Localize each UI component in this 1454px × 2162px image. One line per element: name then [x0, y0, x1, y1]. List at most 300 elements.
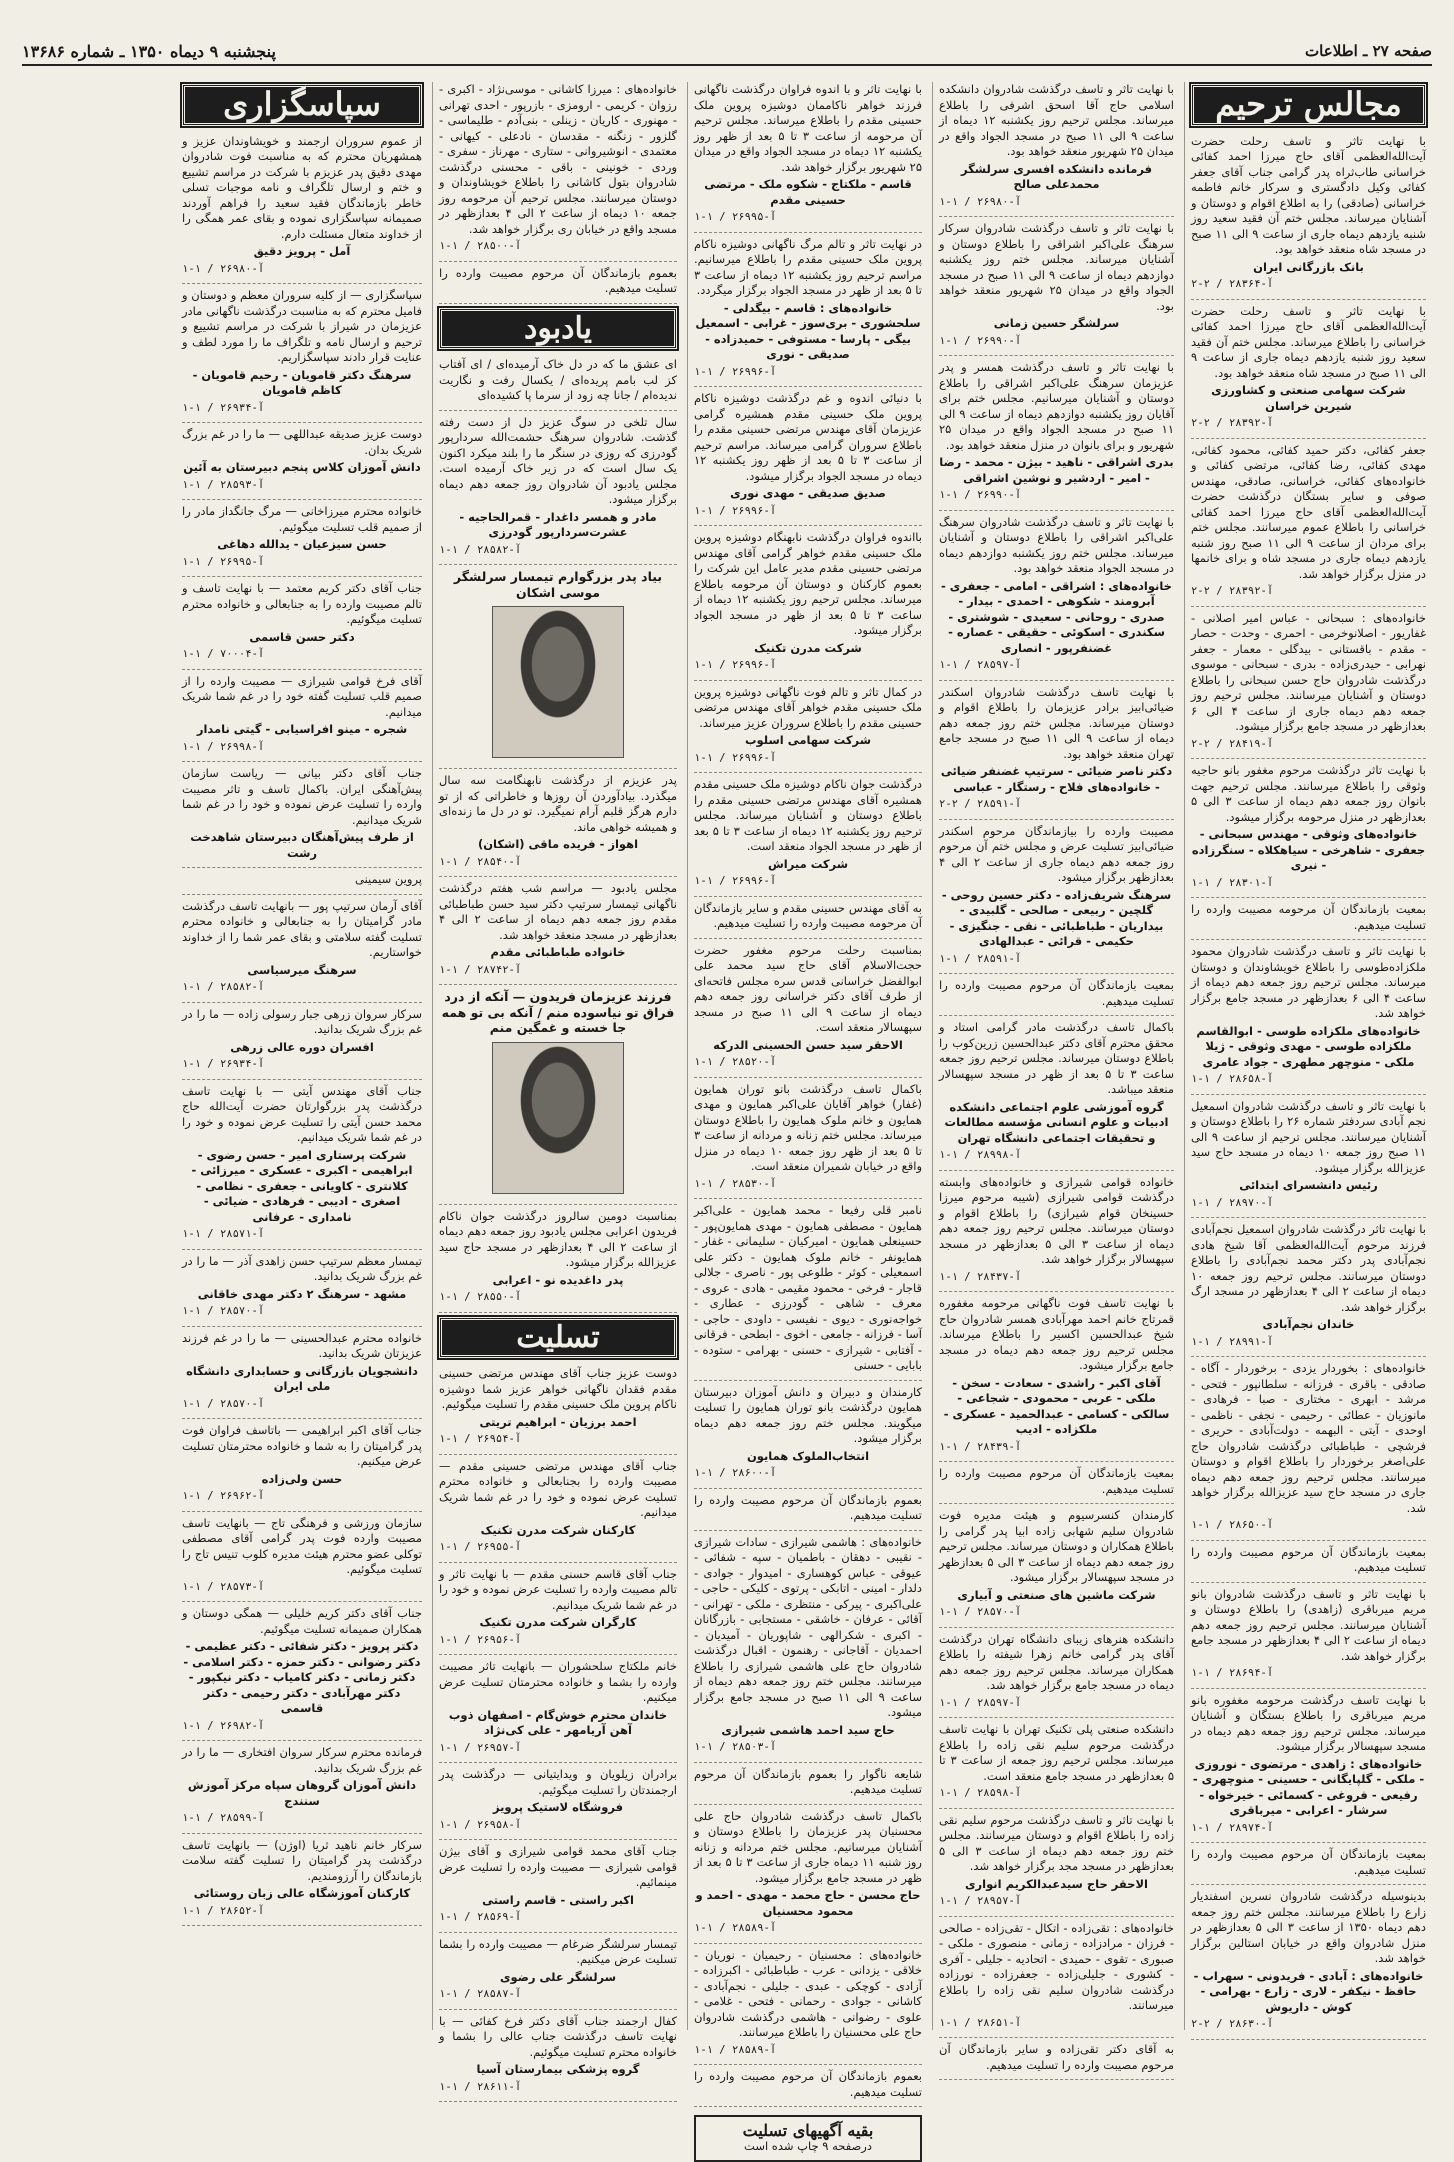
notice-item — [1191, 1847, 1426, 1885]
notice-code: ۲-۲ / آ-۲۸۳۹۲ — [1191, 585, 1274, 597]
notice-item — [939, 1921, 1174, 2039]
notice-item — [439, 82, 677, 262]
notice-code: ۱-۱ / آ-۲۶۹۸۰ — [939, 195, 1022, 208]
notice-text: خانواده‌های : هاشمی شیرازی - سادات شیرازی - نقیبی - دهقان - باطمیان - سپه - شفائی - عیوقی - عباس کوهساری - امیدوار - جوادی - دلدار - امینی - اتابکی - پرتوی - کلیکی - حاجی - علی‌اکبری - پیرکی - منتظری - ملکی - تهرانی - آقائی - عرفان - خاشقی - مستجابی - بازرگانان - اکبری - شکرالهی - شاپوریان - آمیدیان - احمدیان - آقاجانی - رهنمون - اقبال درگذشت شادروان حاج علی هاشمی شیرازی را باطلاع میرسانند. مجلس ختم روز جمعه دهم دیماه از ساعت ۹ الی ۱۱ صبح در مسجد جامع برگزار میشود. — [694, 1534, 922, 1719]
notice-text: بمعیت بازماندگان آن مرحوم مصیبت وارده را تسلیت میدهیم. — [1191, 1544, 1426, 1574]
notice-text: بمناسبت دومین سالروز درگذشت جوان ناکام فریدون اعرابی مجلس یادبود روز جمعه دهم دیماه از ساعت ۲ الی ۴ بعدازظهر در مسجد حاج سید عزیزالله برگزار میشود. — [439, 1208, 677, 1269]
notice-code: ۱-۱ / آ-۲۶۹۸۰ — [182, 262, 265, 275]
notice-text: کفال ارجمند جناب آقای دکتر فرخ کفائی — با نهایت تاسف درگذشت جناب عالی را بشما و خانواده محترم تسلیت میگوئیم. — [439, 2013, 677, 2059]
notice-signature: خانواده‌های : اشراقی - امامی - جعفری - آبرومند - شکوهی - احمدی - بیدار - صدری - روحانی - سعیدی - شوشتری - سکندری - اسکوئی - حقیقی - عصاره - غضنفرپور - انصاری — [941, 578, 1172, 655]
notice-text: خانواده قوامی شیرازی و خانواده‌های وابسته درگذشت قوامی شیرازی (شیبه مرحوم میرزا حسینخان قوام شیرازی) را باطلاع اقوام و دوستان میرسانند. مجلس ترحیم روز جمعه دهم دیماه از ساعت ۳ الی ۵ بعدازظهر در مسجد سپهسالار برگزار خواهد شد. — [939, 1174, 1174, 1266]
continued-subtitle: درصفحه ۹ چاپ شده است — [744, 2138, 872, 2153]
notice-code: ۱-۱ / آ-۲۸۵۹۷ — [939, 659, 1022, 671]
notice-text: شایعه ناگوار را بعموم بازماندگان آن مرحوم تسلیت میدهیم. — [694, 1766, 922, 1796]
notice-text: دانشکده هنرهای زیبای دانشگاه تهران درگذشت آقای پدر گرامی خانم زهرا شیفته را باطلاع همکاران میرساند. مجلس ترحیم روز جمعه دهم دیماه در مسجد جامع برگزار خواهد شد. — [939, 1631, 1174, 1692]
notice-item — [182, 504, 422, 577]
notice-item — [182, 581, 422, 670]
notice-item — [439, 773, 677, 877]
notice-text: در نهایت تاثر و تالم مرگ ناگهانی دوشیزه ناکام پروین ملک حسینی مقدم را باطلاع میرسانیم. مراسم ترحیم روز یکشنبه ۱۲ دیماه از ساعت ۳ تا ۵ بعد از ظهر در مسجد الجواد برگزار میگردد. — [694, 236, 922, 297]
notice-item — [182, 288, 422, 423]
notice-item — [1191, 944, 1426, 1095]
notice-code: ۱-۱ / آ-۲۸۵۸۷ — [439, 1988, 522, 2000]
notice-text: بمعیت بازماندگان آن مرحوم مصیبت وارده را تسلیت میدهیم. — [939, 1466, 1174, 1496]
column-3 — [687, 82, 923, 2153]
notice-text: تیمسار معظم سرتیپ حسن زاهدی آذر — ما را در غم بزرگ شریک بدانید. — [182, 1253, 422, 1283]
notice-code: ۱-۱ / آ-۲۸۵۷۰ — [182, 1397, 265, 1410]
notice-signature: سرلشگر علی رضوی — [500, 1969, 616, 1984]
notice-item — [694, 1203, 922, 1381]
heading-tasliyat: تسلیت — [439, 1317, 677, 1359]
notice-text: با نهایت تاثر و تاسف درگذشت شادروان اسمعیل نجم آبادی سردفتر شماره ۲۶ را باطلاع دوستان و آشنایان میرسانند. مجلس ترحیم از ساعت ۹ الی ۱۱ صبح روز جمعه ۱۰ دیماه در مسجد حاج سید عزیزالله برگزار میشود. — [1191, 1098, 1426, 1175]
notice-item — [694, 1385, 922, 1489]
notice-item — [694, 1493, 922, 1531]
notice-item — [182, 872, 422, 895]
notice-item — [439, 569, 677, 769]
notice-signature: کارکنان شرکت مدرن تکنیک — [480, 1522, 636, 1537]
notice-signature: الاحقر سید حسن الحسینی الدرکه — [713, 1037, 903, 1052]
notice-code: ۱-۱ / آ-۲۸۶۱۱ — [439, 2080, 522, 2093]
notice-code: ۱-۱ / آ-۲۸۵۹۷ — [939, 1696, 1022, 1709]
notice-code: ۱-۱ / آ-۲۶۹۹۰ — [939, 334, 1022, 347]
notice-list — [694, 82, 922, 2107]
notice-code: ۱-۱ / آ-۲۸۷۴۲ — [439, 963, 522, 976]
notice-item — [439, 1767, 677, 1840]
notice-item — [439, 1937, 677, 2010]
notice-text: دانشکده صنعتی پلی تکنیک تهران با نهایت تاسف درگذشت مرحوم سلیم نقی زاده را باطلاع میرساند. مجلس ترحیم روز جمعه از ساعت ۳ تا ۵ بعدازظهر در مسجد جامع منعقد است. — [939, 1722, 1174, 1783]
notice-signature: دانش آموزان کلاس پنجم دبیرستان به آئین — [183, 460, 421, 474]
notice-signature: کارکنان آموزشگاه عالی زبان روستائی — [193, 1886, 411, 1900]
notice-text: خانواده‌های : میرزا کاشانی - موسی‌نژاد - اکبری - رزوان - کریمی - ارومزی - بازرپور - احدی تهرانی - مهنوری - کاریان - زینلی - بنی‌آدم - طلیماسی - گلزور - زنگنه - مقدسان - نادعلی - کیهانی - معتمدی - انوشیروانی - ستاری - مهرناز - سفری - وردی - خونینی - باقی - محسنی درگذشت شادروان بتول کاشانی را باطلاع خویشاوندان و دوستان میرسانند. مجلس ترحیم آن مرحومه روز جمعه ۱۰ دیماه از ساعت ۲ الی ۴ بعدازظهر در مسجد واقع در خیابان ری برگزار خواهد شد. — [439, 82, 677, 236]
notice-text: جعفر کفائی، دکتر حمید کفائی، محمود کفائی، مهدی کفائی، رضا کفائی، مرتضی کفائی و خانواده‌های کفائی، خراسانی، صادقی، مهندس صوفی و سایر بستگان درگذشت حضرت آیت‌الله‌العظمی آقای حاج میرزا احمد کفائی خراسانی را باطلاع عموم میرسانند. مجلس ختم برای مردان از ساعت ۹ الی ۱۱ صبح روز شنبه یازدهم دیماه جاری در مسجد شاه و برای خانمها در منزل برگزار خواهد شد. — [1191, 442, 1426, 581]
notice-item — [939, 221, 1174, 356]
notice-signature: مشهد - سرهنگ ۲ دکتر مهدی خاقانی — [197, 1286, 407, 1301]
notice-text: با نهایت تاثر و تاسف درگذشت مرحوم سلیم نقی زاده را باطلاع اقوام و دوستان میرسانند. مجلس ختم روز جمعه دهم دیماه از ساعت ۳ الی ۵ بعدازظهر در مسجد مجد برگزار خواهد شد. — [939, 1812, 1174, 1873]
notice-list — [182, 134, 422, 1927]
portrait-photo — [492, 606, 624, 758]
notice-title: فرزند عزیزمان فریدون — آنکه از درد فراق تو نیاسوده منم / آنکه بی تو همه جا خسته و غمگین منم — [441, 989, 675, 1035]
notice-text: بعموم بازماندگان آن مرحوم مصیبت وارده را تسلیت میدهیم. — [694, 2069, 922, 2099]
notice-signature: پدر داغدیده نو - اعرابی — [492, 1272, 624, 1287]
notice-item — [939, 515, 1174, 681]
column-2 — [932, 82, 1175, 2072]
notice-text: با نهایت تاثر و تاسف درگذشت همسر و پدر عزیزمان سرهنگ علی‌اکبر اشراقی را باطلاع دوستان و آشنایان میرسانیم. مجلس ختم برای آقایان روز یکشنبه دوازدهم دیماه از ساعت ۹ الی ۱۱ صبح در مسجد الجواد واقع در میدان ۲۵ شهریور و برای بانوان در منزل منعقد خواهد بود. — [939, 360, 1174, 452]
notice-text: پروین سیمینی — [355, 872, 422, 886]
notice-item — [939, 82, 1174, 217]
notice-item — [939, 978, 1174, 1016]
notice-signature: شرکت سهامی صنعتی و کشاورزی شیرین خراسان — [1211, 383, 1406, 413]
notice-code: ۱-۱ / آ-۲۸۵۰۰ — [439, 240, 522, 252]
column-5 — [176, 82, 422, 2030]
notice-item — [439, 266, 677, 304]
column-1 — [1184, 82, 1426, 2030]
notice-item — [1191, 1361, 1426, 1541]
notice-item — [1191, 304, 1426, 439]
notice-signature: دانش آموزان گروهان سپاه مرکز آموزش سنندج — [187, 1778, 417, 1808]
notice-text: با نهایت تاثر درگذشت شادروان اسمعیل نجم‌آبادی فرزند مرحوم آیت‌الله‌العظمی آقا شیخ هادی نجم‌آبادی پدر دکتر محمد نجم‌آبادی را باطلاع دوستان میرسانند. مجلس ترحیم روز جمعه ۱۰ دیماه از ساعت ۲ الی ۴ بعدازظهر در مسجد ارگ برگزار خواهد شد. — [1190, 1222, 1426, 1314]
notice-code: ۱-۱ / آ-۲۸۵۴۰ — [439, 855, 522, 868]
notice-text: با نهایت تاثر و تاسف درگذشت شادروان بانو مریم میرباقری (زاهدی) را باطلاع دوستان و آشنایان میرسانند. مجلس ترحیم روز جمعه دهم دیماه از ساعت ۲ الی ۴ بعدازظهر در مسجد جامع برگزار خواهد شد. — [1191, 1586, 1426, 1663]
notice-signature: الاحقر حاج سیدعبدالکریم انواری — [965, 1876, 1148, 1891]
notice-text: جناب آقای قاسم حسنی مقدم — با نهایت تاثر و تالم مصیبت وارده را تسلیت عرض نموده و خود را در غم شما شریک میدانیم. — [439, 1566, 677, 1612]
notice-text: باکمال تاسف درگذشت شادروان حاج علی محسنیان پدر عزیزمان را باطلاع دوستان و آشنایان میرسانیم. مجلس ختم مردانه و زنانه روز شنبه ۱۱ دیماه جاری از ساعت ۳ تا ۵ بعد از ظهر در مسجد جامع برگزار میشود. — [694, 1808, 922, 1885]
notice-text: با نهایت تاسف درگذشت شادروان اسکندر ضیائی‌ابیز برادر عزیزمان را باطلاع اقوام و دوستان میرساند. مجلس ختم روز جمعه دهم دیماه از ساعت ۹ الی ۱۱ صبح در مسجد جامع تهران منعقد خواهد بود. — [939, 684, 1174, 761]
notice-item — [439, 357, 677, 411]
notice-text: خانواده محترم عبدالحسینی — ما را در غم فرزند عزیزتان شریک بدانید. — [182, 1330, 422, 1360]
notice-item — [182, 766, 422, 868]
notice-list — [939, 82, 1174, 2080]
notice-item — [694, 685, 922, 774]
notice-signature: شجره - مینو افراسیابی - گیتی نامدار — [196, 722, 408, 736]
notice-item — [939, 360, 1174, 511]
notice-item — [439, 1844, 677, 1933]
continued-notice-box — [694, 2115, 922, 2162]
notice-item — [1191, 763, 1426, 898]
notice-code: ۱-۱ / آ-۲۶۹۳۴ — [182, 401, 265, 414]
notice-item — [694, 1535, 922, 1763]
notice-item — [694, 82, 922, 233]
issue-date: پنجشنبه ۹ دیماه ۱۳۵۰ ـ شماره ۱۳۶۸۶ — [22, 41, 276, 61]
notice-signature: شرکت سهامی اسلوب — [744, 733, 872, 747]
notice-text: بعموم بازماندگان آن مرحوم مصیبت وارده را تسلیت میدهیم. — [694, 1492, 922, 1522]
notice-text: جناب آقای محمد قوامی شیرازی و آقای بیژن قوامی شیرازی — مصیبت وارده را تسلیت عرض مینمائیم. — [439, 1844, 677, 1889]
notice-signature: سرهنگ شریف‌زاده - دکتر حسین روحی - گلچین - ربیعی - صالحی - گلبیدی - بیداریان - طباطبائی - نقی - جنگیزی - حکیمی - قرائی - عبدالهادی — [941, 887, 1172, 948]
notice-text: خانواده‌های : بخوردار یزدی - برخوردار - آگاه - صادقی - باقری - فرزانه - سلطانپور - فتحی - مرشد - ابهری - مختاری - صبا - فرهادی - مانوزیان - عطائی - رحیمی - نجفی - ناظمی - اوحدی - آیتی - البهمه - دولت‌آبادی - حریری - فرشچی - طباطبائی درگذشت شادروان حاج علی‌اصغر برخوردار را باطلاع اقوام و دوستان میرسانند. مجلس ترحیم روز جمعه دهم دیماه جاری در مسجد حاج سید عزیزالله برگزار خواهد شد. — [1191, 1361, 1426, 1515]
notice-item — [182, 1423, 422, 1512]
notice-signature: بانک بازرگانی ایران — [1253, 259, 1364, 274]
notice-code: ۱-۱ / آ-۲۶۹۵۴ — [439, 1433, 522, 1445]
notice-text: کارمندان و دبیران و دانش آموزان دبیرستان همایون درگذشت بانو توران همایون را تسلیت میگویند. مجلس ختم روز جمعه دهم دیماه برگزار میشود. — [694, 1384, 922, 1445]
notice-signature: انتخاب‌الملوک همایون — [746, 1448, 870, 1463]
notice-text: با دنیائی اندوه و غم درگذشت دوشیزه ناکام پروین ملک حسینی مقدم همشیره گرامی عزیزمان آقای مهندس مرتضی حسینی مقدم را باطلاع سروران گرامی میرساند. مراسم ترحیم از ساعت ۳ تا ۵ بعد از ظهر روز یکشنبه ۱۲ دیماه در مسجد الجواد برگزار میشود. — [694, 391, 923, 483]
notice-title: بیاد پدر بزرگوارم تیمسار سرلشگر موسی اشکان — [453, 569, 663, 600]
notice-code: ۱-۱ / آ-۲۸۵۷۰ — [939, 1606, 1022, 1618]
notice-text: جناب آقای مهندس آیتی — با نهایت تاسف درگذشت پدر بزرگوارتان حضرت آیت‌الله حاج محمد حسن آیتی را تسلیت عرض نموده و خود را در غم شما شریک میدانیم. — [182, 1083, 422, 1144]
notice-code: ۱-۱ / آ-۲۸۵۸۹ — [694, 1922, 777, 1934]
notice-text: باکمال تاسف درگذشت بانو توران همایون (غفار) خواهر آقایان علی‌اکبر همایون و مهدی همایون و خانم ملوک همایون را باطلاع دوستان میرساند. مجلس ختم زنانه و مردانه از ساعت ۳ تا ۵ بعد از ظهر روز جمعه ۱۰ دیماه در منزل واقع در خیابان شمیران منعقد است. — [694, 1081, 922, 1173]
notice-item — [939, 1175, 1174, 1293]
heading-majles-tarhim: مجالس ترحیم — [1191, 84, 1426, 126]
notice-code: ۱-۱ / آ-۲۸۶۰۰ — [694, 1467, 777, 1479]
notice-item — [939, 1020, 1174, 1171]
notice-code: ۱-۱ / آ-۲۸۵۷۳ — [182, 1580, 265, 1593]
notice-signature: خاندان محترم خوش‌گام - اصفهان ذوب آهن آریامهر - علی کی‌نژاد — [448, 1707, 668, 1737]
notice-code: ۱-۱ / آ-۲۸۵۹۸ — [939, 1787, 1022, 1799]
notice-code: ۱-۱ / آ-۲۶۹۵۶ — [439, 1633, 522, 1646]
notice-code: ۱-۱ / آ-۲۸۵۵۰ — [439, 1291, 522, 1303]
notice-code: ۱-۱ / آ-۲۸۵۲۰ — [694, 1056, 777, 1068]
notice-signature: شرکت ماشین های صنعتی و آبیاری — [957, 1587, 1156, 1602]
notice-signature: خانواده‌های : زاهدی - مرتضوی - نوروزی - ملکی - گلپایگانی - حسینی - منوچهری - رفیعی - فروغی - کسمائی - خیرخواه - سرشار - اعرابی - میرباقری — [1192, 1756, 1425, 1817]
portrait-photo — [492, 1042, 624, 1194]
notice-item — [439, 1209, 677, 1313]
notice-text: با نهایت تاثر و تاسف درگذشت شادروان سرهنگ علی‌اکبر اشراقی را باطلاع دوستان و آشنایان میرساند. مجلس ختم روز یکشنبه دوازدهم دیماه در مسجد الجواد منعقد خواهد بود. — [939, 514, 1174, 575]
notice-code: ۱-۱ / آ-۲۶۹۸۲ — [182, 1719, 265, 1732]
notice-item — [1191, 443, 1426, 607]
notice-text: مصیبت وارده را بیازماندگان مرحوم اسکندر ضیائی‌ابیز تسلیت عرض و مجلس ختم آن مرحوم روز جمعه دهم دیماه جاری از ساعت ۲ الی ۴ بعدازظهر برگزار میشود. — [939, 823, 1174, 884]
notice-text: پدر عزیزم از درگذشت نابهنگامت سه سال میگذرد. بیادآوردن آن روزها و خاطراتی که از تو دارم هرگز قلبم آرام نمیگیرد. تو در دل ما زنده‌ای و همیشه خواهی ماند. — [439, 773, 677, 834]
notice-code: ۱-۱ / آ-۲۸۵۹۳ — [182, 478, 265, 491]
notice-code: ۱-۱ / آ-۲۸۶۵۱ — [939, 2016, 1022, 2029]
notice-item — [439, 1567, 677, 1656]
notice-item — [439, 1659, 677, 1763]
notice-code: ۱-۱ / آ-۲۸۵۹۱ — [939, 952, 1022, 965]
notice-signature: آقای اکبر - راشدی - سعادت - سخن - ملکی - عربی - محمودی - شجاعی - سالکی - کسامی - عبدالحمید - عسکری - ملکزاده - ادیب — [943, 1375, 1170, 1436]
notice-text: به آقای مهندس حسینی مقدم و سایر بازماندگان آن مرحومه مصیبت وارده را تسلیت میدهیم. — [694, 900, 922, 930]
notice-text: جناب آقای دکتر کریم خلیلی — همگی دوستان و همکاران صمیمانه تسلیت میگوئیم. — [182, 1606, 422, 1636]
notice-signature: حسن ولی‌زاده — [261, 1471, 343, 1486]
notice-signature: فرمانده دانشکده افسری سرلشگر محمدعلی صالح — [960, 161, 1153, 191]
notice-item — [694, 1809, 922, 1944]
notice-text: سازمان ورزشی و فرهنگی تاج — بانهایت تاسف مصیبت وارده فوت پدر گرامی آقای مصطفی توکلی عضو محترم هیئت مدیره کلوب تنیس تاج را تسلیت میگوئیم. — [182, 1515, 422, 1576]
notice-text: دوست عزیز جناب آقای مهندس مرتضی حسینی مقدم فقدان ناگهانی خواهر عزیز شما دوشیزه ناکام پروین ملک حسینی مقدم را تسلیت میگوئیم. — [439, 1366, 677, 1411]
notice-signature: اکبر راستی - قاسم راستی — [482, 1892, 634, 1907]
notice-text: در کمال تاثر و تالم فوت ناگهانی دوشیزه پروین ملک حسینی مقدم خواهر آقای مهندس مرتضی حسینی مقدم را باطلاع سروران عزیز میرساند. — [694, 684, 922, 730]
notice-list — [1191, 134, 1426, 2040]
notice-code: ۱-۱ / آ-۲۶۹۳۴ — [182, 1058, 265, 1070]
notice-item — [939, 1508, 1174, 1628]
notice-item — [694, 777, 922, 897]
notice-item — [1191, 611, 1426, 760]
notice-signature: شرکت میراش — [767, 856, 849, 871]
notice-code: ۱-۱ / آ-۲۸۴۳۹ — [939, 1440, 1022, 1453]
notice-item — [182, 899, 422, 1003]
columns — [34, 82, 1426, 2153]
notice-item — [694, 530, 922, 681]
notice-item — [182, 427, 422, 500]
notice-item — [1191, 1545, 1426, 1583]
notice-text: مجلس یادبود — مراسم شب هفتم درگذشت ناگهانی تیمسار سرتیپ دکتر سید حسن طباطبائی مقدم روز جمعه دهم دیماه از ساعت ۲ الی ۴ بعدازظهر در مسجد منعقد خواهد شد. — [439, 881, 677, 942]
notice-text: دوست عزیز صدیقه عبداللهی — ما را در غم بزرگ شریک بدان. — [182, 427, 422, 457]
notice-item — [939, 1722, 1174, 1809]
notice-item — [694, 1948, 922, 2066]
notice-text: جناب آقای دکتر بیانی — ریاست سازمان پیش‌آهنگی ایران. باکمال تاسف و تاثر مصیبت وارده را تسلیت عرض نموده و خود را در غم شما شریک میدانیم. — [182, 766, 422, 827]
notice-text: با نهایت تاثر و تاسف درگذشت شادروان سرکار سرهنگ علی‌اکبر اشراقی را باطلاع دوستان و آشنایان میرساند. مجلس ختم روز یکشنبه دوازدهم دیماه از ساعت ۹ الی ۱۱ صبح در مسجد الجواد واقع در میدان ۲۵ شهریور منعقد خواهد بود. — [939, 221, 1174, 313]
notice-item — [182, 1516, 422, 1603]
heading-yadbood: یادبود — [439, 308, 677, 350]
notice-item — [1191, 1222, 1426, 1357]
notice-code: ۱-۱ / آ-۲۸۶۵۲ — [182, 1904, 265, 1917]
notice-code: ۱-۱ / آ-۲۶۹۹۵ — [694, 211, 777, 223]
notice-signature: خانواده‌های وثوقی - مهندس سبحانی - جعفری - شاهرخی - سیاهکلاه - سنگرزاده - نیری — [1191, 827, 1426, 872]
notice-text: سرکار خانم ناهید ثریا (اوژن) — بانهایت تاسف درگذشت پدر گرامیتان را تسلیت گفته سلامت بازماندگان را آرزومندیم. — [182, 1837, 422, 1883]
notice-text: بمعیت بازماندگان آن مرحوم مصیبت وارده را تسلیت میدهیم. — [1191, 1847, 1426, 1877]
notice-code: ۲-۲ / آ-۲۸۳۹۲ — [1191, 417, 1274, 429]
notice-code: ۱-۱ / آ-۲۶۹۵۷ — [439, 1741, 522, 1754]
notice-item — [182, 1084, 422, 1250]
notice-text: خانواده محترم میرزاخانی — مرگ جانگداز مادر را از صمیم قلب تسلیت میگوئیم. — [182, 504, 422, 534]
notice-code: ۱-۱ / آ-۲۸۶۵۸ — [1191, 1073, 1274, 1085]
notice-signature: خانواده‌های ملکزاده طوسی - ابوالقاسم ملکزاده طوسی - مهدی وثوقی - ژیلا ملکی - منوچهر مطهری - جواد عامری — [1196, 1023, 1421, 1069]
notice-item — [694, 943, 922, 1078]
notice-signature: کارگران شرکت مدرن تکنیک — [479, 1615, 637, 1629]
notice-code: ۱-۱ / آ-۲۸۵۹۹ — [182, 1812, 265, 1824]
notice-text: با نهایت تاثر و تاسف رحلت حضرت آیت‌الله‌العظمی آقای حاج میرزا احمد کفائی خراسانی طاب‌ثراه پدر گرامی جناب آقای جعفر کفائی وکیل دادگستری و سرکار خانم فاطمه خراسانی (صادقی) را به اطلاع اقوام و دوستان و آشنایان میرساند. مجلس ختم آن فقید سعید روز شنبه یازدهم دیماه جاری از ساعت ۹ الی ۱۱ صبح در مسجد شاه منعقد خواهد بود. — [1191, 133, 1426, 256]
notice-item — [439, 989, 677, 1205]
notice-code: ۱-۱ / آ-۲۸۳۰۱ — [1191, 876, 1274, 889]
notice-item — [439, 2014, 677, 2103]
notice-text: بمعیت بازماندگان آن مرحوم مصیبت وارده را تسلیت میدهیم. — [939, 978, 1174, 1008]
notice-text: بعموم بازماندگان آن مرحوم مصیبت وارده را تسلیت میدهیم. — [439, 265, 677, 295]
notice-signature: بدری اشراقی - ناهید - بیژن - محمد - رضا - امیر - اردشیر و نوشین اشراقی — [939, 455, 1174, 485]
notice-signature: دکتر ناصر ضیائی - سرتیپ غضنفر ضیائی - خانواده‌های فلاح - رستگار - عباسی — [940, 764, 1173, 794]
notice-code: ۱-۱ / آ-۲۸۹۷۴ — [1191, 1821, 1274, 1834]
notice-signature: رئیس دانشسرای ابتدائی — [1239, 1178, 1378, 1192]
notice-text: خانواده‌های : تقی‌زاده - اتکال - تقی‌زاده - صالحی - فرزان - مرادزاده - زمانی - منصوری - ملکی - صبوری - تقوی - حمیدی - اتحادیه - جلیلی - آفری - کشوری - جلیلی‌زاده - جعفرزاده - نورزاده درگذشت شادروان سلیم نقی زاده را باطلاع میرسانند. — [939, 1920, 1174, 2012]
notice-signature: حسن سیزعیان - یدالله دهاغی — [217, 537, 387, 551]
notice-text: با نهایت تاثر و تاسف رحلت حضرت آیت‌الله‌العظمی آقای حاج میرزا احمد کفائی خراسانی را باطلاع میرساند. مجلس ختم آن فقید سعید روز شنبه یازدهم دیماه جاری از ساعت ۹ الی ۱۱ صبح در مسجد شاه منعقد خواهد بود. — [1191, 303, 1426, 380]
notice-item — [1191, 1587, 1426, 1689]
notice-text: با نهایت تاثر و تاسف درگذشت شادروان دانشکده اسلامی حاج آقا اسحق اشرفی را باطلاع میرساند. مجلس ترحیم روز یکشنبه ۱۲ دیماه از ساعت ۹ الی ۱۱ صبح در مسجد الجواد واقع در میدان ۲۵ شهریور منعقد خواهد بود. — [939, 82, 1175, 158]
notice-text: با نهایت تاثر و تاسف درگذشت شادروان محمود ملکزاده‌طوسی را باطلاع خویشاوندان و دوستان میرساند. مجلس ترحیم روز جمعه دهم دیماه از ساعت ۴ الی ۶ بعدازظهر در مسجد جامع برگزار خواهد شد. — [1191, 944, 1426, 1020]
notice-code: ۱-۱ / آ-۲۸۹۹۱ — [1191, 1335, 1274, 1348]
notice-item — [694, 1082, 922, 1200]
notice-item — [939, 2042, 1174, 2080]
notice-item — [439, 1459, 677, 1563]
notice-signature: سرلشگر حسین زمانی — [993, 316, 1120, 330]
notice-list-mid — [439, 357, 677, 1313]
heading-sepasgozari: سپاسگزاری — [182, 84, 422, 126]
notice-code: ۱-۱ / آ-۲۶۹۹۶ — [694, 365, 777, 378]
notice-item — [694, 1767, 922, 1805]
notice-text: با نهایت تاثر درگذشت مرحوم مغفور بانو حاجیه وثوقی را باطلاع میرسانند. مجلس ترحیم جهت بانوان روز جمعه دهم دیماه از ساعت ۳ الی ۵ بعدازظهر در منزل مرحومه برگزار میشود. — [1191, 763, 1426, 824]
notice-code: ۱-۱ / آ-۲۶۹۹۰ — [939, 489, 1022, 501]
notice-text: خانواده‌های : سبحانی - عباس امیر اصلانی - غفاریور - اصلانوخرمی - احمری - وحدت - حصار - مقدم - باقستانی - بیدگلی - معمار - جعفر نهرابی - حیدری‌زاده - بدری - سبحانی - موسوی درگذشت شادروان حاج حسن سبحانی را باطلاع دوستان و آشنایان میرسانند. مجلس ترحیم روز جمعه دهم دیماه جاری از ساعت ۴ الی ۶ بعدازظهر در مسجد جامع برگزار میشود. — [1191, 610, 1426, 733]
notice-signature: دانشجویان بازرگانی و حسابداری دانشگاه ملی ایران — [186, 1363, 418, 1393]
notice-signature: گروه پزشکی بیمارستان آسیا — [476, 2062, 640, 2076]
notice-item — [694, 901, 922, 939]
notice-text: سرکار سروان زرهی جبار رسولی زاده — ما را در غم بزرگ شریک بدانید. — [182, 1006, 422, 1036]
notice-item — [939, 1813, 1174, 1917]
notice-text: تیمسار سرلشگر ضرغام — مصیبت وارده را بشما تسلیت عرض میکنیم. — [439, 1936, 677, 1966]
column-4 — [432, 82, 677, 2093]
notice-item — [939, 824, 1174, 975]
notice-signature: اهواز - فریده ماقی (اشکان) — [477, 837, 639, 851]
notice-text: بمعیت بازماندگان آن مرحومه مصیبت وارده را تسلیت میدهیم. — [1191, 902, 1426, 932]
notice-text: کارمندان کنسرسیوم و هیئت مدیره فوت شادروان سلیم شهابی زاده ابیا پدر گرامی را باطلاع همکاران و دوستان میرساند. مجلس ترحیم روز جمعه دهم دیماه از ساعت ۳ الی ۵ بعدازظهر در مسجد سپهسالار برگزار میشود. — [939, 1508, 1174, 1584]
notice-signature: شرکت پرستاری امیر - حسن رضوی - ابراهیمی - اکبری - عسکری - میرزائی - کلانتری - کاویانی - جعفری - نظامی - اصغری - ادیبی - فرهادی - ضیائی - نامداری - عرفانی — [191, 1147, 413, 1224]
notice-signature: از طرف پیش‌آهنگان دبیرستان شاهدخت رشت — [190, 830, 414, 860]
notice-text: آقای فرخ قوامی شیرازی — مصیبت وارده را از صمیم قلب تسلیت گفته خود را در غم شما شریک میدانیم. — [182, 673, 422, 719]
notice-code: ۱-۱ / آ-۲۶۹۹۸ — [182, 740, 265, 753]
notice-code: ۱-۱ / آ-۲۶۹۹۶ — [694, 875, 777, 887]
notice-text: با نهایت تاثر و با اندوه فراوان درگذشت ناگهانی فرزند خواهر ناکاممان دوشیزه پروین ملک حسینی مقدم را باطلاع میرساند. مجلس ترحیم آن مرحومه از ساعت ۳ تا ۵ بعد از ظهر روز یکشنبه ۱۲ دیماه در مسجد الجواد واقع در میدان ۲۵ شهریور برگزار خواهد شد. — [694, 82, 923, 174]
notice-item — [439, 881, 677, 985]
notice-item — [1191, 902, 1426, 940]
continued-title: بقیه آگهیهای تسلیت — [742, 2121, 874, 2140]
notice-text: به آقای دکتر تقی‌زاده و سایر بازماندگان آن مرحوم مصیبت وارده را تسلیت میدهیم. — [939, 2042, 1174, 2072]
notice-signature: خانواده‌های : آبادی - فریدونی - سهراب - حافظ - نیکفر - لاری - زارع - بهرامی - کوش - داریوش — [1193, 1968, 1424, 2014]
notice-code: ۱-۱ / آ-۲۸۵۷۰ — [182, 1305, 265, 1317]
notice-item — [182, 1007, 422, 1080]
notice-code: ۱-۱ / آ-۲۸۵۸۹ — [694, 2043, 777, 2056]
notice-item — [694, 237, 922, 388]
notice-text: برادران زیلویان و ویدایتیانی — درگذشت پدر ارجمندتان را تسلیت میگوئیم. — [439, 1767, 677, 1797]
notice-text: بااندوه فراوان درگذشت نابهنگام دوشیزه پروین ملک حسینی مقدم خواهر گرامی آقای مهندس مرتضی حسینی مقدم مدیر عامل این شرکت را بعموم کارکنان و دوستان آن مرحومه باطلاع میرساند. مجلس ترحیم روز یکشنبه ۱۲ دیماه از ساعت ۳ تا ۵ بعد از ظهر در مسجد الجواد برگزار میشود. — [694, 530, 923, 637]
notice-text: سپاسگزاری — از کلیه سروران معظم و دوستان و فامیل محترم که به مناسبت درگذشت ناگهانی مادر عزیزمان در شیراز با شرکت در مراسم تشییع و ترحیم و ارسال نامه و تلگراف ما را مورد لطف و عنایت قرار دادند سپاسگزاریم. — [182, 288, 422, 364]
notice-list-top — [439, 82, 677, 304]
notice-item — [182, 134, 422, 285]
notice-code: ۱-۱ / آ-۲۸۹۹۸ — [939, 1149, 1022, 1161]
notice-code: ۱-۱ / آ-۲۸۵۷۱ — [182, 1228, 265, 1240]
notice-code: ۲-۲ / آ-۲۸۳۶۴ — [1191, 278, 1274, 290]
notice-code: ۱-۱ / آ-۲۸۵۸۲ — [182, 981, 265, 993]
notice-code: ۱-۱ / آ-۲۸۹۵۷ — [939, 1895, 1022, 1907]
notice-item — [439, 415, 677, 566]
notice-signature: احمد برزیان - ابراهیم تریتی — [479, 1414, 637, 1429]
notice-signature: گروه آموزشی علوم اجتماعی دانشکده ادبیات و علوم انسانی مؤسسه مطالعات و تحقیقات اجتماعی دانشگاه تهران — [944, 1099, 1169, 1145]
notice-code: ۱-۱ / آ-۲۶۹۹۶ — [694, 659, 777, 671]
notice-text: آقای آرمان سرتیپ پور — بانهایت تاسف درگذشت مادر گرامیتان را به جنابعالی و خانواده محترم تسلیت گفته سلامتی و بقای عمر شما را از خداوند خواستاریم. — [182, 898, 422, 959]
notice-signature: سرهنگ میرسیاسی — [247, 962, 357, 977]
notice-code: ۲-۲ / آ-۲۸۶۳۰ — [1191, 2018, 1274, 2030]
notice-code: ۱-۱ / آ-۲۶۹۹۶ — [694, 751, 777, 764]
notice-item — [694, 391, 922, 526]
notice-item — [439, 1366, 677, 1455]
notice-item — [182, 1838, 422, 1927]
notice-text: با نهایت تاسف فوت ناگهانی مرحومه مغفوره قمرتاج خانم احمد مهرآبادی همسر شادروان حاج شیخ عبدالحسین اکسیر را باطلاع میرساند. مجلس ترحیم روز جمعه دهم دیماه در مسجد جامع برگزار میشود. — [939, 1296, 1174, 1372]
notice-code: ۱-۱ / آ-۲۸۵۸۲ — [439, 543, 522, 556]
notice-text: سال تلخی در سوگ عزیز دل از دست رفته گذشت. شادروان سرهنگ حشمت‌الله سردارپور گودرزی که روزی در سنگر ما را بلند میکرد اکنون یک سال است که در زیر خاک آرمیده است. مجلس یادبود آن شادروان روز جمعه دهم دیماه برگزار میشود. — [439, 414, 677, 506]
notice-code: ۱-۱ / آ-۲۶۹۶۲ — [182, 1490, 265, 1502]
notice-item — [1191, 1693, 1426, 1844]
notice-text: خانواده‌های : محسنیان - رحیمیان - نوریان - خلاقی - یزدانی - عرب - طباطبائی - اکبرزاده - آزادی - کوچکی - عبدی - جلیلی - نجم‌آبادی - کاشانی - جوادی - رحمانی - فتحی - غلامی - علوی - رضوانی - هاشمی درگذشت شادروان حاج علی محسنیان را باطلاع میرسانند. — [694, 1947, 922, 2039]
notice-code: ۱-۱ / آ-۲۶۹۹۶ — [694, 504, 777, 517]
notice-text: بمناسبت رحلت مرحوم مغفور حضرت حجت‌الاسلام آقای حاج سید محمد علی ابوالفضل خراسانی قدس سره مجلس فاتحه‌ای از طرف آقای دکتر خراسانی روز جمعه دهم دیماه از ساعت ۹ الی ۱۱ صبح در مسجد سپهسالار منعقد است. — [694, 942, 922, 1034]
notice-item — [939, 1632, 1174, 1719]
notice-text: از عموم سروران ارجمند و خویشاوندان عزیز و همشهریان محترم که به مناسبت فوت شادروان مهدی دقیق پدر عزیزم با شرکت در مراسم تشییع و ختم و ارسال تلگراف و نامه موجبات تسلی خاطر بازماندگان فقید سعید را فراهم آوردند صمیمانه سپاسگزاری نموده و بقای عمر همگی را از خداوند متعال مسئلت دارم. — [182, 133, 422, 241]
notice-signature: خانواده طباطبائی مقدم — [490, 945, 626, 959]
notice-signature: خاندان نجم‌آبادی — [1262, 1317, 1355, 1331]
notice-item — [182, 674, 422, 763]
notice-code: ۱-۱ / آ-۲۸۹۷۰ — [1191, 1196, 1274, 1209]
notice-text: درگذشت جوان ناکام دوشیزه ملک حسینی مقدم همشیره آقای مهندس مرتضی حسینی مقدم را باطلاع دوستان و آشنایان میرساند. مجلس ترحیم روز یکشنبه ۱۲ دیماه از ساعت ۳ تا ۵ بعد از ظهر در مسجد الجواد منعقد است. — [694, 777, 922, 853]
notice-text: بدینوسیله درگذشت شادروان نسرین اسفندیار زارع را باطلاع میرسانند. مجلس ختم روز جمعه دهم دیماه ۱۳۵۰ از ساعت ۳ الی ۵ بعدازظهر در منزل شادروان واقع در خیابان استالین برگزار خواهد شد. — [1191, 1889, 1426, 1965]
notice-code: ۱-۱ / آ-۲۸۶۹۴ — [1191, 1667, 1274, 1679]
notice-item — [182, 1331, 422, 1420]
notice-code: ۱-۱ / آ-۲۶۹۵۵ — [439, 1541, 522, 1553]
notice-item — [1191, 1099, 1426, 1219]
notice-code: ۱-۱ / آ-۲۸۶۵۰ — [1191, 1519, 1274, 1531]
notice-item — [939, 685, 1174, 820]
notice-signature: دکتر حسن قاسمی — [249, 629, 355, 644]
notice-code: ۱-۱ / آ-۲۸۵۰۳ — [694, 1741, 777, 1753]
notice-text: نامبر قلی رفیعا - محمد همایون - علی‌اکبر همایون - مصطفی همایون - مهدی همایون‌پور - حسینعلی همایون - امیرکیان - سلیمانی - غفار - همایونفر - خانم ملوک همایون - دکتر علی اسمعیلی - کوثر - طلوعی پور - ناصری - جلالی قاجار - فرخی - محمود مقیمی - هادی - عروی - معرف - شاهی - گودرزی - عطاری - خواجه‌نوری - دیوی - نفیسی - داودی - حاجی - آسا - فرزانه - جامعی - اخوی - ابطحی - فرقانی - آفتابی - شیرازی - حسنی - بهرامی - ستوده - بابایی - حسنی — [694, 1203, 922, 1372]
notice-signature: صدیق صدیقی - مهدی نوری — [730, 486, 886, 500]
notice-code: ۲-۲ / آ-۲۸۴۱۹ — [1191, 737, 1274, 750]
notice-code: ۱-۱ / آ-۲۶۹۵۸ — [439, 1818, 522, 1831]
notice-signature: سرهنگ دکتر قامویان - رحیم قامویان - کاظم قامویان — [192, 367, 412, 397]
notice-signature: حاج محسن - حاج محمد - مهدی - احمد و محمود محسنیان — [695, 1888, 921, 1918]
notice-signature: مادر و همسر داغدار - قمرالحاجیه - عشرت‌سردارپور گودرزی — [459, 509, 657, 539]
notice-item — [939, 1466, 1174, 1504]
notice-item — [182, 1745, 422, 1834]
notice-text: با نهایت تاسف درگذشت مرحومه مغفوره بانو مریم میرباقری را باطلاع بستگان و آشنایان میرساند. مجلس ترحیم روز جمعه دهم دیماه در مسجد سپهسالار برگزار میشود. — [1191, 1692, 1426, 1753]
notice-code: ۱-۱ / آ-۲۸۵۳۰ — [694, 1177, 777, 1190]
notice-code: ۱-۱ / آ-۲۶۹۹۵ — [182, 555, 265, 568]
notice-signature: آمل - پرویز دقیق — [253, 244, 351, 258]
notice-text: فرمانده محترم سرکار سروان افتخاری — ما را در غم بزرگ شریک بدانید. — [182, 1745, 422, 1775]
notice-item — [182, 1254, 422, 1327]
notice-text: جناب آقای دکتر کریم معتمد — با نهایت تاسف و تالم مصیبت وارده را به جنابعالی و خانواده محترم تسلیت میگوئیم. — [182, 581, 422, 626]
notice-signature: شرکت مدرن تکنیک — [754, 640, 862, 655]
notice-code: ۱-۱ / آ-۲۸۵۶۹ — [439, 1911, 522, 1923]
notice-signature: دکتر پرویز - دکتر شفائی - دکتر عظیمی - دکتر رضوانی - دکتر حمزه - دکتر اسلامی - دکتر زمانی - دکتر کامیاب - دکتر نیکپور - دکتر مهرآبادی - دکتر رحیمی - دکتر قاسمی — [183, 1639, 421, 1715]
page-number-title: صفحه ۲۷ ـ اطلاعات — [1305, 42, 1432, 60]
notice-list-bottom — [439, 1366, 677, 2102]
notice-item — [1191, 134, 1426, 300]
notice-signature: قاسم - ملکتاج - شکوه ملک - مرتضی حسینی مقدم — [704, 177, 912, 207]
notice-text: خانم ملکتاج سلحشوران — بانهایت تاثر مصیبت وارده را بشما و خانواده محترمتان تسلیت عرض میکنیم. — [439, 1659, 677, 1704]
